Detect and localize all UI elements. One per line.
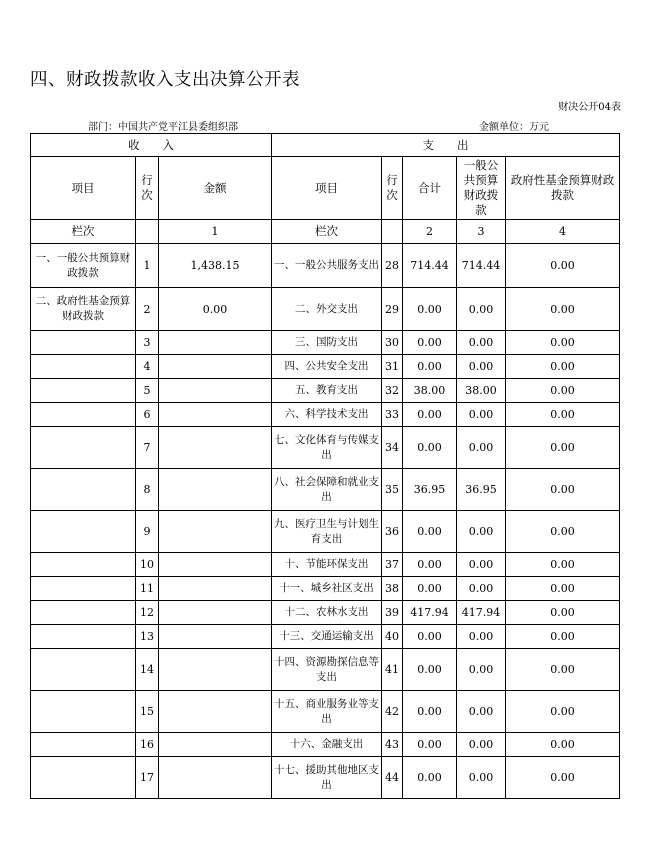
general-budget-amount: 417.94 <box>457 601 506 625</box>
expense-line: 29 <box>382 288 403 331</box>
expense-item: 十一、城乡社区支出 <box>272 577 382 601</box>
column-index-2: 2 <box>403 220 457 244</box>
page-title: 四、财政拨款收入支出决算公开表 <box>30 70 300 90</box>
gov-fund-amount: 0.00 <box>506 625 620 649</box>
table-row <box>31 649 620 691</box>
gov-fund-amount: 0.00 <box>506 691 620 733</box>
expense-line: 41 <box>382 649 403 691</box>
income-amount <box>159 553 272 577</box>
expense-header: 支 出 <box>272 134 620 157</box>
total-amount: 0.00 <box>403 511 457 553</box>
general-budget-amount: 38.00 <box>457 379 506 403</box>
total-amount: 0.00 <box>403 288 457 331</box>
income-line: 9 <box>136 511 159 553</box>
table-row <box>31 244 620 288</box>
income-amount <box>159 331 272 355</box>
expense-item: 九、医疗卫生与计划生育支出 <box>272 511 382 553</box>
expense-item: 五、教育支出 <box>272 379 382 403</box>
total-amount: 38.00 <box>403 379 457 403</box>
gov-fund-amount: 0.00 <box>506 601 620 625</box>
income-amount <box>159 757 272 799</box>
table-row <box>31 288 620 331</box>
expense-item: 七、文化体育与传媒支出 <box>272 427 382 469</box>
expense-line: 37 <box>382 553 403 577</box>
income-line: 10 <box>136 553 159 577</box>
income-item <box>31 511 136 553</box>
table-row <box>31 379 620 403</box>
income-item <box>31 469 136 511</box>
expense-item: 十四、资源勘探信息等支出 <box>272 649 382 691</box>
expense-line: 44 <box>382 757 403 799</box>
income-item <box>31 625 136 649</box>
expense-line: 34 <box>382 427 403 469</box>
table-row <box>31 601 620 625</box>
income-item <box>31 553 136 577</box>
expense-line: 28 <box>382 244 403 288</box>
expense-line: 36 <box>382 511 403 553</box>
table-row <box>31 733 620 757</box>
income-item <box>31 577 136 601</box>
income-line: 13 <box>136 625 159 649</box>
expense-item: 一、一般公共服务支出 <box>272 244 382 288</box>
general-budget-amount: 0.00 <box>457 577 506 601</box>
income-item <box>31 649 136 691</box>
income-item <box>31 331 136 355</box>
income-line: 14 <box>136 649 159 691</box>
income-amount <box>159 733 272 757</box>
income-amount <box>159 427 272 469</box>
income-line: 3 <box>136 331 159 355</box>
income-line: 12 <box>136 601 159 625</box>
total-amount: 0.00 <box>403 649 457 691</box>
income-line: 2 <box>136 288 159 331</box>
income-amount <box>159 691 272 733</box>
income-line-header: 行次 <box>136 157 159 220</box>
income-expense-table <box>30 133 620 799</box>
total-amount: 0.00 <box>403 625 457 649</box>
general-budget-amount: 714.44 <box>457 244 506 288</box>
general-budget-amount: 0.00 <box>457 511 506 553</box>
general-budget-amount: 0.00 <box>457 553 506 577</box>
column-index-label: 栏次 <box>31 220 136 244</box>
expense-line: 43 <box>382 733 403 757</box>
column-index-3: 3 <box>457 220 506 244</box>
form-number: 财决公开04表 <box>558 102 621 113</box>
income-line: 6 <box>136 403 159 427</box>
general-budget-header: 一般公共预算财政拨款 <box>457 157 506 220</box>
gov-fund-amount: 0.00 <box>506 244 620 288</box>
income-amount: 0.00 <box>159 288 272 331</box>
income-amount <box>159 625 272 649</box>
total-amount: 0.00 <box>403 757 457 799</box>
expense-line: 42 <box>382 691 403 733</box>
department-label: 部门：中国共产党平江县委组织部 <box>88 122 238 133</box>
total-amount: 0.00 <box>403 355 457 379</box>
income-item <box>31 757 136 799</box>
table-row <box>31 427 620 469</box>
total-amount: 0.00 <box>403 403 457 427</box>
gov-fund-amount: 0.00 <box>506 577 620 601</box>
expense-item: 十五、商业服务业等支出 <box>272 691 382 733</box>
gov-fund-amount: 0.00 <box>506 288 620 331</box>
general-budget-amount: 0.00 <box>457 355 506 379</box>
general-budget-amount: 0.00 <box>457 757 506 799</box>
total-amount: 417.94 <box>403 601 457 625</box>
total-amount: 0.00 <box>403 553 457 577</box>
income-line: 11 <box>136 577 159 601</box>
income-amount <box>159 601 272 625</box>
table-row <box>31 511 620 553</box>
income-amount: 1,438.15 <box>159 244 272 288</box>
table-row <box>31 691 620 733</box>
income-item <box>31 733 136 757</box>
income-line: 15 <box>136 691 159 733</box>
table-row <box>31 757 620 799</box>
income-amount <box>159 403 272 427</box>
expense-item: 二、外交支出 <box>272 288 382 331</box>
income-header: 收 入 <box>31 134 272 157</box>
general-budget-amount: 0.00 <box>457 733 506 757</box>
total-amount: 0.00 <box>403 331 457 355</box>
expense-item: 六、科学技术支出 <box>272 403 382 427</box>
expense-item: 十七、援助其他地区支出 <box>272 757 382 799</box>
expense-line: 39 <box>382 601 403 625</box>
income-item <box>31 691 136 733</box>
gov-fund-amount: 0.00 <box>506 403 620 427</box>
income-item: 一、一般公共预算财政拨款 <box>31 244 136 288</box>
table-row <box>31 469 620 511</box>
income-line: 17 <box>136 757 159 799</box>
unit-label: 金额单位：万元 <box>479 122 549 133</box>
general-budget-amount: 0.00 <box>457 649 506 691</box>
income-amount <box>159 469 272 511</box>
total-amount: 0.00 <box>403 577 457 601</box>
expense-line: 33 <box>382 403 403 427</box>
gov-fund-amount: 0.00 <box>506 331 620 355</box>
gov-fund-header: 政府性基金预算财政拨款 <box>506 157 620 220</box>
table-row <box>31 331 620 355</box>
column-index-4: 4 <box>506 220 620 244</box>
income-item <box>31 355 136 379</box>
expense-item-header: 项目 <box>272 157 382 220</box>
income-amount <box>159 577 272 601</box>
gov-fund-amount: 0.00 <box>506 733 620 757</box>
general-budget-amount: 0.00 <box>457 331 506 355</box>
income-amount <box>159 649 272 691</box>
gov-fund-amount: 0.00 <box>506 379 620 403</box>
gov-fund-amount: 0.00 <box>506 469 620 511</box>
general-budget-amount: 0.00 <box>457 625 506 649</box>
general-budget-amount: 0.00 <box>457 288 506 331</box>
expense-line: 35 <box>382 469 403 511</box>
table-row <box>31 577 620 601</box>
gov-fund-amount: 0.00 <box>506 757 620 799</box>
expense-item: 三、国防支出 <box>272 331 382 355</box>
income-amount <box>159 379 272 403</box>
total-amount: 36.95 <box>403 469 457 511</box>
income-item <box>31 601 136 625</box>
total-header: 合计 <box>403 157 457 220</box>
gov-fund-amount: 0.00 <box>506 553 620 577</box>
expense-item: 十三、交通运输支出 <box>272 625 382 649</box>
gov-fund-amount: 0.00 <box>506 511 620 553</box>
general-budget-amount: 36.95 <box>457 469 506 511</box>
income-amount-header: 金额 <box>159 157 272 220</box>
total-amount: 0.00 <box>403 427 457 469</box>
income-line: 4 <box>136 355 159 379</box>
income-item <box>31 379 136 403</box>
expense-line: 32 <box>382 379 403 403</box>
table-row <box>31 625 620 649</box>
gov-fund-amount: 0.00 <box>506 355 620 379</box>
income-line: 16 <box>136 733 159 757</box>
expense-line: 31 <box>382 355 403 379</box>
general-budget-amount: 0.00 <box>457 427 506 469</box>
gov-fund-amount: 0.00 <box>506 427 620 469</box>
table-row <box>31 553 620 577</box>
total-amount: 714.44 <box>403 244 457 288</box>
income-amount <box>159 355 272 379</box>
expense-item: 十六、金融支出 <box>272 733 382 757</box>
income-line: 1 <box>136 244 159 288</box>
income-item <box>31 427 136 469</box>
income-line: 5 <box>136 379 159 403</box>
expense-line: 30 <box>382 331 403 355</box>
expense-line-header: 行次 <box>382 157 403 220</box>
expense-item: 十、节能环保支出 <box>272 553 382 577</box>
income-amount <box>159 511 272 553</box>
income-item: 二、政府性基金预算财政拨款 <box>31 288 136 331</box>
income-item-header: 项目 <box>31 157 136 220</box>
income-item <box>31 403 136 427</box>
gov-fund-amount: 0.00 <box>506 649 620 691</box>
table-row <box>31 355 620 379</box>
total-amount: 0.00 <box>403 733 457 757</box>
expense-item: 四、公共安全支出 <box>272 355 382 379</box>
column-index-label-2: 栏次 <box>272 220 382 244</box>
expense-line: 38 <box>382 577 403 601</box>
expense-item: 八、社会保障和就业支出 <box>272 469 382 511</box>
income-line: 8 <box>136 469 159 511</box>
total-amount: 0.00 <box>403 691 457 733</box>
general-budget-amount: 0.00 <box>457 403 506 427</box>
column-index-1: 1 <box>159 220 272 244</box>
table-row <box>31 403 620 427</box>
general-budget-amount: 0.00 <box>457 691 506 733</box>
expense-line: 40 <box>382 625 403 649</box>
income-line: 7 <box>136 427 159 469</box>
expense-item: 十二、农林水支出 <box>272 601 382 625</box>
